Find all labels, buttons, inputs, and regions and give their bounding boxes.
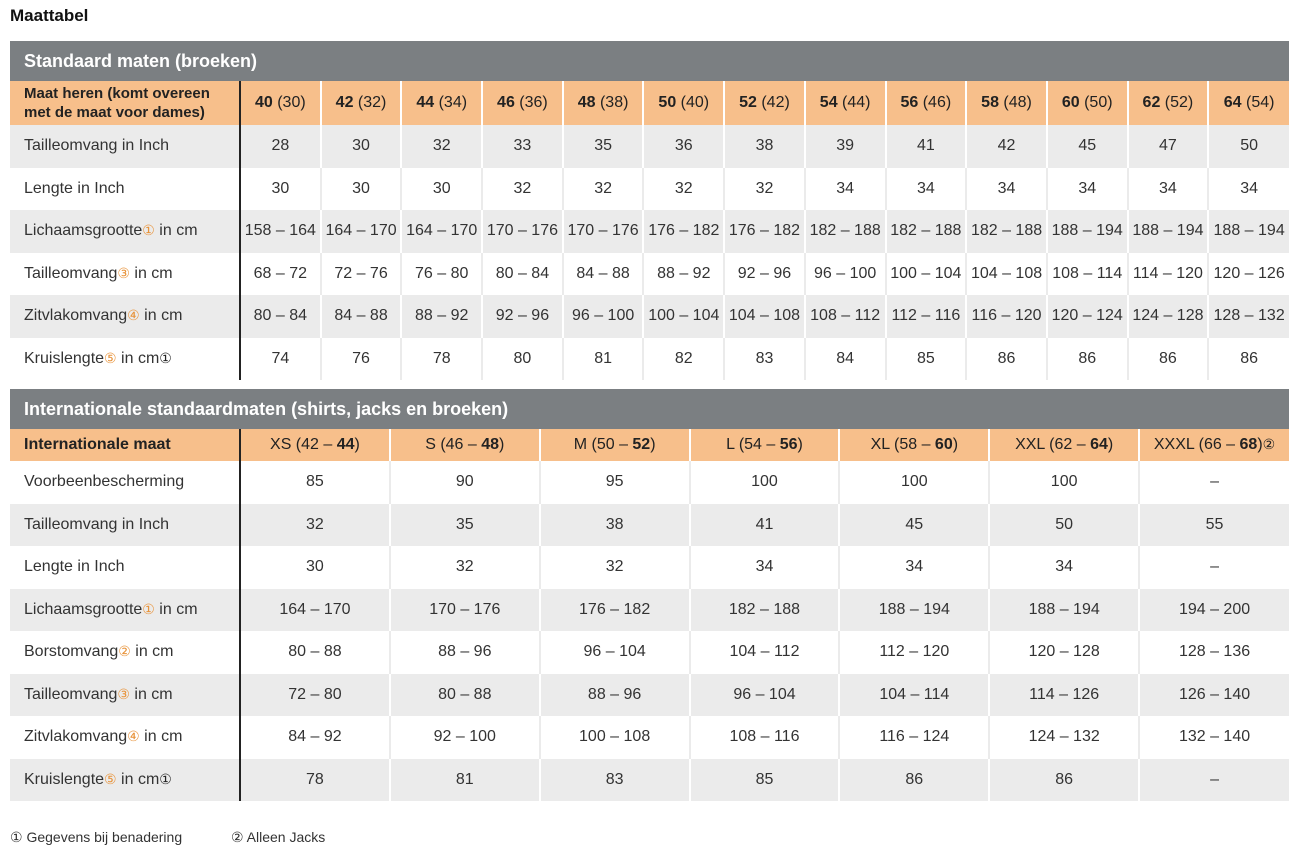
value-cell: 84 – 88 (563, 253, 644, 296)
value-cell: 81 (563, 338, 644, 381)
value-cell: 32 (482, 168, 563, 211)
table-row (10, 168, 1289, 211)
value-cell: 188 – 194 (839, 589, 989, 632)
value-cell: 116 – 124 (839, 716, 989, 759)
row-label-text: Zitvlakomvang (24, 307, 128, 325)
row-label-text: Lichaamsgrootte (24, 600, 143, 618)
value-cell: 100 (690, 461, 840, 504)
row-label-text: Kruislengte (24, 349, 105, 367)
value-cell: 170 – 176 (390, 589, 540, 632)
size-alt: (42) (756, 94, 790, 111)
value-cell: 30 (240, 546, 390, 589)
size-post: ) (354, 436, 360, 453)
value-cell: 112 – 120 (839, 631, 989, 674)
row-label (10, 253, 240, 296)
footnote-marker: ④ (127, 728, 140, 745)
value-cell: 32 (540, 546, 690, 589)
size-pre: XS (42 – (270, 436, 337, 453)
size-header-cell (886, 81, 967, 125)
size-header-cell (321, 81, 402, 125)
value-cell: 188 – 194 (1128, 210, 1209, 253)
table-header-row (10, 429, 1289, 461)
value-cell: 30 (321, 125, 402, 168)
value-cell: 176 – 182 (643, 210, 724, 253)
value-cell: 120 – 124 (1047, 295, 1128, 338)
value-cell: 86 (989, 759, 1139, 802)
size-post: ) (797, 436, 803, 453)
size-alt: (48) (998, 94, 1032, 111)
value-cell: 124 – 128 (1128, 295, 1209, 338)
intl-size-header-cell (690, 429, 840, 461)
value-cell: 34 (690, 546, 840, 589)
header-label: Internationale maat (10, 429, 240, 461)
footnote-approximate: ① Gegevens bij benadering (10, 829, 183, 845)
value-cell: 38 (540, 504, 690, 547)
row-label-text: Tailleomvang (24, 264, 118, 282)
size-main: 46 (497, 94, 515, 111)
size-alt: (52) (1160, 94, 1194, 111)
value-cell: 34 (1128, 168, 1209, 211)
value-cell: 32 (240, 504, 390, 547)
value-cell: 35 (563, 125, 644, 168)
size-pre: XL (58 – (870, 436, 935, 453)
value-cell: 84 (805, 338, 886, 381)
standard-size-table (10, 81, 1289, 380)
value-cell: 80 – 88 (240, 631, 390, 674)
value-cell: 86 (966, 338, 1047, 381)
footnote-marker: ③ (117, 685, 130, 702)
value-cell: 108 – 114 (1047, 253, 1128, 296)
value-cell: 36 (643, 125, 724, 168)
value-cell: 85 (886, 338, 967, 381)
size-bold: 68 (1239, 436, 1258, 453)
value-cell: 32 (401, 125, 482, 168)
value-cell: 86 (839, 759, 989, 802)
value-cell: 128 – 136 (1139, 631, 1289, 674)
size-header-cell (563, 81, 644, 125)
size-bold: 44 (336, 436, 355, 453)
size-header-cell (724, 81, 805, 125)
row-label (10, 461, 240, 504)
size-header-cell (805, 81, 886, 125)
row-label-text: Borstomvang (24, 643, 119, 661)
value-cell: 120 – 128 (989, 631, 1139, 674)
value-cell: 100 – 104 (643, 295, 724, 338)
size-pre: XXXL (66 – (1153, 436, 1240, 453)
footnote-marker: ② (118, 643, 131, 660)
value-cell: 34 (1208, 168, 1289, 211)
row-label (10, 295, 240, 338)
value-cell: 28 (240, 125, 321, 168)
value-cell: 86 (1128, 338, 1209, 381)
table-row (10, 253, 1289, 296)
table-row (10, 504, 1289, 547)
row-label-suffix: in cm (129, 264, 173, 282)
size-alt: (46) (918, 94, 952, 111)
value-cell: 120 – 126 (1208, 253, 1289, 296)
value-cell: 88 – 92 (643, 253, 724, 296)
value-cell: 32 (563, 168, 644, 211)
row-label-suffix: in cm (139, 307, 183, 325)
size-header-cell (643, 81, 724, 125)
row-label (10, 716, 240, 759)
row-label-text: Lichaamsgrootte (24, 222, 143, 240)
size-bold: 60 (934, 436, 953, 453)
size-header-cell (482, 81, 563, 125)
size-main: 52 (739, 94, 757, 111)
size-alt: (32) (353, 94, 387, 111)
size-alt: (54) (1241, 94, 1275, 111)
table-row (10, 631, 1289, 674)
row-label-suffix: in cm (116, 770, 160, 788)
value-cell: 96 – 104 (540, 631, 690, 674)
size-main: 42 (335, 94, 354, 111)
size-main: 62 (1142, 94, 1161, 111)
value-cell: 34 (989, 546, 1139, 589)
table-row (10, 716, 1289, 759)
value-cell: 188 – 194 (989, 589, 1139, 632)
value-cell: 194 – 200 (1139, 589, 1289, 632)
page-title: Maattabel (10, 6, 89, 25)
value-cell: 34 (886, 168, 967, 211)
value-cell: 88 – 92 (401, 295, 482, 338)
value-cell: 158 – 164 (240, 210, 321, 253)
value-cell: 85 (240, 461, 390, 504)
table-row (10, 546, 1289, 589)
value-cell: 188 – 194 (1208, 210, 1289, 253)
value-cell: 104 – 112 (690, 631, 840, 674)
value-cell: 32 (724, 168, 805, 211)
size-pre: S (46 – (425, 436, 482, 453)
value-cell: 182 – 188 (690, 589, 840, 632)
value-cell: 81 (390, 759, 540, 802)
footnote-marker: ⑤ (104, 770, 117, 787)
value-cell: 100 (989, 461, 1139, 504)
value-cell: 90 (390, 461, 540, 504)
value-cell: 176 – 182 (724, 210, 805, 253)
header-label (10, 81, 240, 125)
value-cell: 84 – 88 (321, 295, 402, 338)
value-cell: 72 – 80 (240, 674, 390, 717)
value-cell: 124 – 132 (989, 716, 1139, 759)
row-label-text: Kruislengte (24, 770, 105, 788)
row-label-suffix: in cm (130, 643, 174, 661)
value-cell: 104 – 108 (966, 253, 1047, 296)
row-label-text: Lengte in Inch (24, 558, 125, 576)
value-cell: 35 (390, 504, 540, 547)
value-cell: – (1139, 461, 1289, 504)
value-cell: 108 – 112 (805, 295, 886, 338)
size-header-cell (1208, 81, 1289, 125)
size-main: 64 (1223, 94, 1242, 111)
value-cell: 100 – 104 (886, 253, 967, 296)
row-label (10, 504, 240, 547)
size-bold: 48 (481, 436, 500, 453)
value-cell: 34 (966, 168, 1047, 211)
value-cell: 164 – 170 (321, 210, 402, 253)
value-cell: 176 – 182 (540, 589, 690, 632)
value-cell: 34 (1047, 168, 1128, 211)
value-cell: 30 (321, 168, 402, 211)
row-label (10, 168, 240, 211)
value-cell: 72 – 76 (321, 253, 402, 296)
value-cell: 170 – 176 (482, 210, 563, 253)
intl-size-header-cell (989, 429, 1139, 461)
value-cell: 96 – 100 (805, 253, 886, 296)
value-cell: 182 – 188 (886, 210, 967, 253)
size-alt: (44) (837, 94, 871, 111)
value-cell: 33 (482, 125, 563, 168)
value-cell: 83 (724, 338, 805, 381)
row-label (10, 546, 240, 589)
value-cell: 85 (690, 759, 840, 802)
table-header-row (10, 81, 1289, 125)
value-cell: 164 – 170 (240, 589, 390, 632)
intl-size-header-cell (839, 429, 989, 461)
value-cell: 88 – 96 (540, 674, 690, 717)
value-cell: 83 (540, 759, 690, 802)
value-cell: 41 (690, 504, 840, 547)
value-cell: – (1139, 546, 1289, 589)
value-cell: 108 – 116 (690, 716, 840, 759)
size-post: ) (1107, 436, 1114, 453)
row-label-suffix: in cm (116, 349, 160, 367)
footnote-marker: ① (142, 222, 155, 239)
size-alt: (50) (1079, 94, 1113, 111)
value-cell: 116 – 120 (966, 295, 1047, 338)
intl-size-header-cell (1139, 429, 1289, 461)
value-cell: 42 (966, 125, 1047, 168)
size-header-cell (240, 81, 321, 125)
value-cell: 80 – 88 (390, 674, 540, 717)
value-cell: 34 (839, 546, 989, 589)
value-cell: 86 (1047, 338, 1128, 381)
size-pre: L (54 – (726, 436, 780, 453)
value-cell: 32 (643, 168, 724, 211)
value-cell: 188 – 194 (1047, 210, 1128, 253)
size-header-cell (1047, 81, 1128, 125)
value-cell: 92 – 96 (724, 253, 805, 296)
value-cell: 76 (321, 338, 402, 381)
value-cell: 96 – 104 (690, 674, 840, 717)
header-label-line: met de maat voor dames) (24, 104, 205, 121)
value-cell: 45 (839, 504, 989, 547)
footnote-marker: ① (159, 349, 172, 366)
value-cell: – (1139, 759, 1289, 802)
section-heading-international: Internationale standaardmaten (shirts, jacks en broeken) (10, 389, 1289, 429)
value-cell: 88 – 96 (390, 631, 540, 674)
value-cell: 80 – 84 (240, 295, 321, 338)
value-cell: 76 – 80 (401, 253, 482, 296)
intl-size-header-cell (240, 429, 390, 461)
value-cell: 164 – 170 (401, 210, 482, 253)
value-cell: 112 – 116 (886, 295, 967, 338)
table-row (10, 295, 1289, 338)
value-cell: 78 (401, 338, 482, 381)
row-label (10, 589, 240, 632)
row-label-text: Tailleomvang in Inch (24, 137, 169, 155)
value-cell: 100 (839, 461, 989, 504)
size-header-cell (1128, 81, 1209, 125)
intl-size-header-cell (390, 429, 540, 461)
row-label-text: Tailleomvang in Inch (24, 515, 169, 533)
size-alt: (34) (434, 94, 468, 111)
value-cell: 84 – 92 (240, 716, 390, 759)
size-pre: XXL (62 – (1015, 436, 1091, 453)
size-alt: (36) (514, 94, 548, 111)
footnote-marker: ② (1262, 436, 1276, 452)
value-cell: 30 (401, 168, 482, 211)
value-cell: 182 – 188 (805, 210, 886, 253)
row-label-text: Tailleomvang (24, 685, 118, 703)
size-bold: 56 (779, 436, 798, 453)
value-cell: 96 – 100 (563, 295, 644, 338)
size-post: ) (650, 436, 656, 453)
row-label-text: Zitvlakomvang (24, 728, 128, 746)
footnote-marker: ① (159, 770, 172, 787)
size-main: 48 (577, 94, 596, 111)
section-heading-standard: Standaard maten (broeken) (10, 41, 1289, 81)
value-cell: 86 (1208, 338, 1289, 381)
intl-size-header-cell (540, 429, 690, 461)
value-cell: 104 – 114 (839, 674, 989, 717)
size-main: 56 (900, 94, 919, 111)
value-cell: 30 (240, 168, 321, 211)
size-alt: (40) (676, 94, 710, 111)
size-post: ) (1257, 436, 1263, 453)
row-label (10, 631, 240, 674)
value-cell: 182 – 188 (966, 210, 1047, 253)
size-main: 44 (416, 94, 435, 111)
size-alt: (30) (272, 94, 306, 111)
row-label (10, 210, 240, 253)
row-label-suffix: in cm (154, 222, 198, 240)
value-cell: 39 (805, 125, 886, 168)
table-row (10, 461, 1289, 504)
size-post: ) (499, 436, 505, 453)
value-cell: 132 – 140 (1139, 716, 1289, 759)
row-label (10, 125, 240, 168)
size-main: 50 (658, 94, 677, 111)
value-cell: 41 (886, 125, 967, 168)
table-row (10, 674, 1289, 717)
footnote-jacks-only: ② Alleen Jacks (231, 829, 326, 845)
value-cell: 128 – 132 (1208, 295, 1289, 338)
header-label-line: Maat heren (komt overeen (24, 85, 210, 102)
footnote-marker: ① (142, 600, 155, 617)
size-main: 40 (254, 94, 273, 111)
size-main: 58 (981, 94, 999, 111)
footnote-marker: ⑤ (104, 349, 117, 366)
row-label (10, 674, 240, 717)
value-cell: 114 – 120 (1128, 253, 1209, 296)
value-cell: 80 – 84 (482, 253, 563, 296)
size-header-cell (401, 81, 482, 125)
value-cell: 114 – 126 (989, 674, 1139, 717)
size-pre: M (50 – (573, 436, 633, 453)
value-cell: 104 – 108 (724, 295, 805, 338)
row-label-suffix: in cm (129, 685, 173, 703)
row-label-text: Lengte in Inch (24, 179, 125, 197)
international-size-table (10, 429, 1289, 801)
row-label-suffix: in cm (139, 728, 183, 746)
value-cell: 50 (1208, 125, 1289, 168)
value-cell: 92 – 100 (390, 716, 540, 759)
row-label-text: Voorbeenbescherming (24, 473, 185, 491)
footnote-marker: ③ (117, 264, 130, 281)
value-cell: 95 (540, 461, 690, 504)
size-bold: 52 (632, 436, 651, 453)
value-cell: 47 (1128, 125, 1209, 168)
size-main: 54 (819, 94, 838, 111)
value-cell: 100 – 108 (540, 716, 690, 759)
value-cell: 126 – 140 (1139, 674, 1289, 717)
value-cell: 50 (989, 504, 1139, 547)
value-cell: 55 (1139, 504, 1289, 547)
table-row (10, 338, 1289, 381)
table-row (10, 589, 1289, 632)
table-row (10, 759, 1289, 802)
row-label (10, 338, 240, 381)
size-alt: (38) (595, 94, 629, 111)
value-cell: 78 (240, 759, 390, 802)
value-cell: 38 (724, 125, 805, 168)
row-label-suffix: in cm (154, 600, 198, 618)
value-cell: 74 (240, 338, 321, 381)
row-label (10, 759, 240, 802)
value-cell: 82 (643, 338, 724, 381)
size-post: ) (952, 436, 959, 453)
size-bold: 64 (1090, 436, 1108, 453)
footnote-marker: ④ (127, 307, 140, 324)
value-cell: 68 – 72 (240, 253, 321, 296)
size-main: 60 (1061, 94, 1080, 111)
value-cell: 80 (482, 338, 563, 381)
value-cell: 34 (805, 168, 886, 211)
value-cell: 45 (1047, 125, 1128, 168)
value-cell: 170 – 176 (563, 210, 644, 253)
value-cell: 32 (390, 546, 540, 589)
value-cell: 92 – 96 (482, 295, 563, 338)
size-header-cell (966, 81, 1047, 125)
table-row (10, 125, 1289, 168)
table-row (10, 210, 1289, 253)
